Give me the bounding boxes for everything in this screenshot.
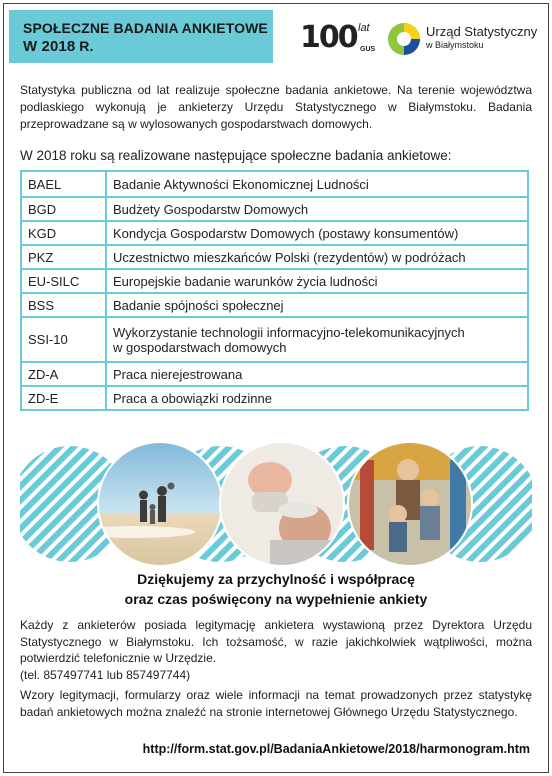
survey-name: Praca nierejestrowana	[113, 366, 243, 382]
table-row	[22, 292, 527, 316]
surveys-lead: W 2018 roku są realizowane następujące społeczne badania ankietowe:	[20, 148, 452, 163]
anniversary-logo	[300, 20, 386, 56]
table-row	[22, 385, 527, 409]
table-row	[22, 268, 527, 292]
survey-name	[107, 318, 527, 361]
info-paragraph-id: Każdy z ankieterów posiada legitymację ankietera wystawioną przez Dyrektora Urzędu Statystycznego w Białymstoku. Ich tożsamość, w razie jakichkolwiek wątpliwości, można potwierdzić telefonicznie w Urzędzie. (tel. 857497741 lub 857497744)	[20, 618, 532, 682]
photo-band	[20, 440, 532, 568]
survey-code: PKZ	[22, 246, 107, 268]
office-name	[426, 24, 537, 52]
survey-name: Praca a obowiązki rodzinne	[113, 390, 272, 406]
info-section	[20, 617, 532, 724]
schedule-link[interactable]: http://form.stat.gov.pl/BadaniaAnkietowe/2018/harmonogram.htm	[142, 742, 530, 756]
anniversary-org: GUS	[360, 46, 376, 53]
survey-code: SSI-10	[22, 318, 107, 361]
survey-code: BGD	[22, 198, 107, 220]
anniversary-word: lat	[358, 22, 370, 34]
survey-name: Badanie spójności społecznej	[113, 297, 284, 313]
survey-code: BSS	[22, 294, 107, 316]
survey-code: KGD	[22, 222, 107, 244]
table-row	[22, 316, 527, 361]
office-name-line1: Urząd Statystyczny	[426, 24, 538, 39]
phone-numbers: (tel. 857497741 lub 857497744)	[20, 667, 191, 682]
survey-code: BAEL	[22, 172, 107, 196]
intro-paragraph: Statystyka publiczna od lat realizuje społeczne badania ankietowe. Na terenie województwa podlaskiego wykonują je ankieterzy Urzędu Statystycznego w Białymstoku. Badania przeprowadzane są w wylosowanych gospodarstwach domowych.	[20, 83, 532, 131]
title-line2: W 2018 R.	[23, 38, 94, 55]
title-box	[9, 10, 273, 63]
table-row	[22, 244, 527, 268]
table-row	[22, 196, 527, 220]
survey-code: ZD-A	[22, 363, 107, 385]
survey-code: EU-SILC	[22, 270, 107, 292]
info-paragraph-web: Wzory legitymacji, formularzy oraz wiele informacji na temat prowadzonych przez statystykę badań ankietowych można znaleźć na stronie internetowej Głównego Urzędu Statystycznego.	[20, 688, 532, 719]
survey-name: Kondycja Gospodarstw Domowych (postawy konsumentów)	[113, 225, 459, 241]
thanks-line1: Dziękujemy za przychylność i współpracę	[137, 571, 415, 587]
table-row	[22, 361, 527, 385]
office-name-line2: w Białymstoku	[426, 40, 484, 50]
survey-name-line2: w gospodarstwach domowych	[113, 339, 287, 355]
table-row	[22, 172, 527, 196]
statistics-office-logo-icon	[386, 21, 422, 57]
survey-code: ZD-E	[22, 387, 107, 409]
title-line1: SPOŁECZNE BADANIA ANKIETOWE	[23, 20, 268, 36]
survey-name-line1: Wykorzystanie technologii informacyjno-telekomunikacyjnych	[113, 324, 465, 340]
table-row	[22, 220, 527, 244]
survey-name: Europejskie badanie warunków życia ludności	[113, 273, 378, 289]
surveys-table	[20, 170, 529, 411]
thanks-line2: oraz czas poświęcony na wypełnienie ankiety	[124, 591, 428, 607]
survey-name: Budżety Gospodarstw Domowych	[113, 201, 309, 217]
survey-name: Uczestnictwo mieszkańców Polski (rezydentów) w podróżach	[113, 249, 466, 265]
survey-name: Badanie Aktywności Ekonomicznej Ludności	[113, 176, 369, 192]
anniversary-number: 100	[300, 20, 357, 55]
thanks-message	[0, 569, 552, 609]
